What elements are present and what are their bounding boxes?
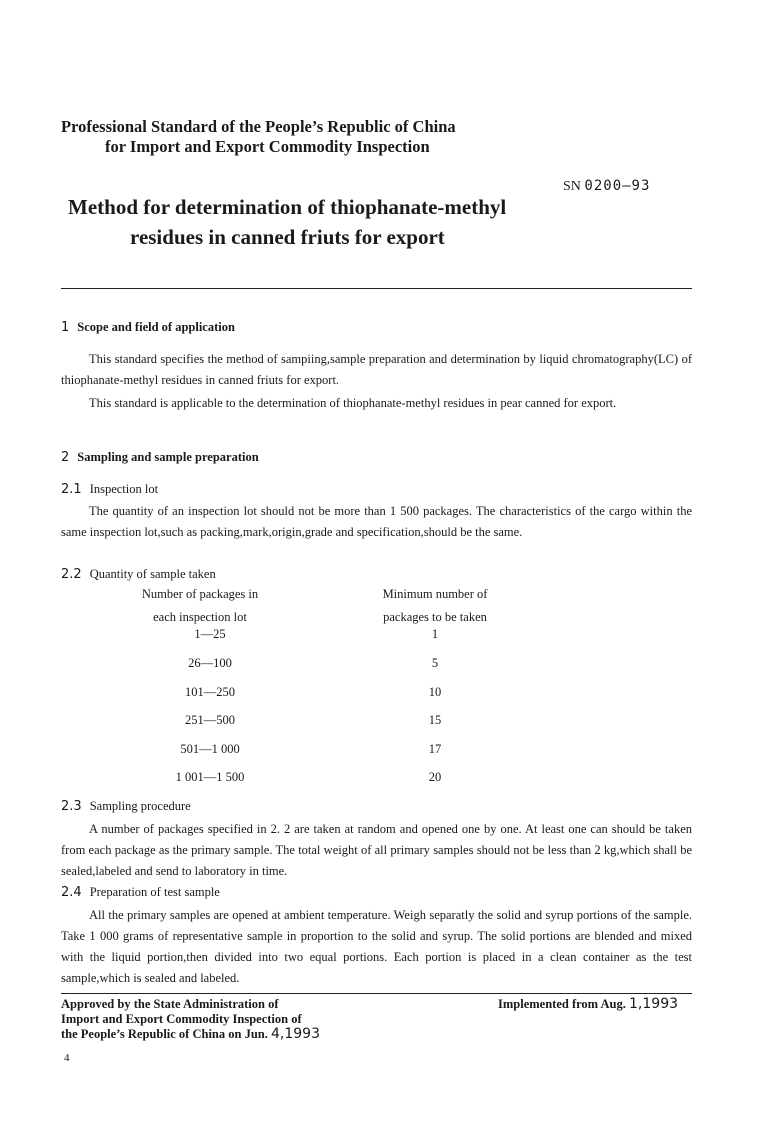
approved-line-2: Import and Export Commodity Inspection of — [61, 1012, 302, 1026]
table-col1-header-line-2: each inspection lot — [153, 610, 247, 624]
table-row-6-lot: 1 001—1 500 — [175, 770, 245, 784]
section-2-3-number: 2.3 — [61, 799, 82, 814]
section-1-number: 1 — [61, 320, 70, 335]
section-2-4-para: All the primary samples are opened at ambient temperature. Weigh separatly the solid and syrup portions of the sample. Take 1 000 grams of representative sample in proportion to the solid and syrup. The solid portions are blended and mixed with the liquid portion,then divided into two equal portions. Each portion is placed in a clean container as the test sample,which is sealed and labeled. — [61, 908, 692, 985]
table-row-4-taken: 15 — [428, 713, 442, 727]
footer-rule — [61, 993, 692, 994]
section-2-title: Sampling and sample preparation — [77, 450, 259, 464]
table-col1-header-line-1: Number of packages in — [141, 587, 259, 601]
implemented-text: Implemented from Aug. — [498, 997, 626, 1011]
title-line-2: residues in canned friuts for export — [130, 225, 445, 249]
section-2-3-title: Sampling procedure — [89, 799, 191, 813]
section-2-1-para: The quantity of an inspection lot should not be more than 1 500 packages. The characteristics of the cargo within the same inspection lot,such as packing,mark,origin,grade and specification,should be the same. — [61, 504, 692, 539]
table-row-1-taken: 1 — [431, 627, 439, 641]
page-number: 4 — [64, 1052, 70, 1064]
table-row-2-lot: 26—100 — [188, 656, 232, 670]
section-2-2-number: 2.2 — [61, 567, 82, 582]
implemented-block — [498, 997, 678, 1012]
table-row-3-taken: 10 — [428, 685, 442, 699]
approved-block — [61, 997, 320, 1042]
section-2-3-heading — [61, 799, 191, 814]
section-1-para-2: This standard is applicable to the determination of thiophanate-methyl residues in pear canned for export. — [89, 396, 617, 410]
standard-code: 0200—93 — [584, 178, 651, 194]
approved-line-3 — [61, 1027, 320, 1042]
table-row-5-taken: 17 — [428, 742, 442, 756]
section-2-4-number: 2.4 — [61, 885, 82, 900]
section-2-4-heading — [61, 885, 220, 900]
implemented-date: 1,1993 — [629, 996, 679, 1012]
header-line-1: Professional Standard of the People’s Republic of China — [61, 117, 456, 136]
table-row-1-lot: 1—25 — [194, 627, 226, 641]
section-2-4-title: Preparation of test sample — [89, 885, 220, 899]
table-row-3-lot: 101—250 — [185, 685, 235, 699]
approved-date: 4,1993 — [270, 1026, 320, 1042]
section-2-1-number: 2.1 — [61, 482, 82, 497]
header-line-2: for Import and Export Commodity Inspection — [105, 137, 430, 156]
table-row-6-taken: 20 — [428, 770, 442, 784]
approved-line-1: Approved by the State Administration of — [61, 997, 279, 1011]
section-1-title: Scope and field of application — [77, 320, 235, 334]
standard-prefix: SN — [563, 179, 581, 194]
table-row-2-taken: 5 — [431, 656, 439, 670]
section-2-1-title: Inspection lot — [89, 482, 159, 496]
section-2-3-para: A number of packages specified in 2. 2 are taken at random and opened one by one. At least one can should be taken from each package as the primary sample. The total weight of all primary samples should not be less than 2 kg,which shall be sealed,labeled and send to laboratory in time. — [61, 822, 692, 878]
table-col2-header-line-1: Minimum number of — [382, 587, 488, 601]
table-row-5-lot: 501—1 000 — [180, 742, 240, 756]
section-2-2-title: Quantity of sample taken — [89, 567, 216, 581]
section-2-number: 2 — [61, 450, 70, 465]
table-col2-header-line-2: packages to be taken — [383, 610, 487, 624]
title-line-1: Method for determination of thiophanate-methyl — [68, 195, 507, 219]
section-1-para-1: This standard specifies the method of sampiing,sample preparation and determination by liquid chromatography(LC) of thiophanate-methyl residues in canned friuts for export. — [61, 352, 692, 387]
table-row-4-lot: 251—500 — [185, 713, 235, 727]
approved-line-3-text: the People’s Republic of China on Jun. — [61, 1027, 268, 1041]
